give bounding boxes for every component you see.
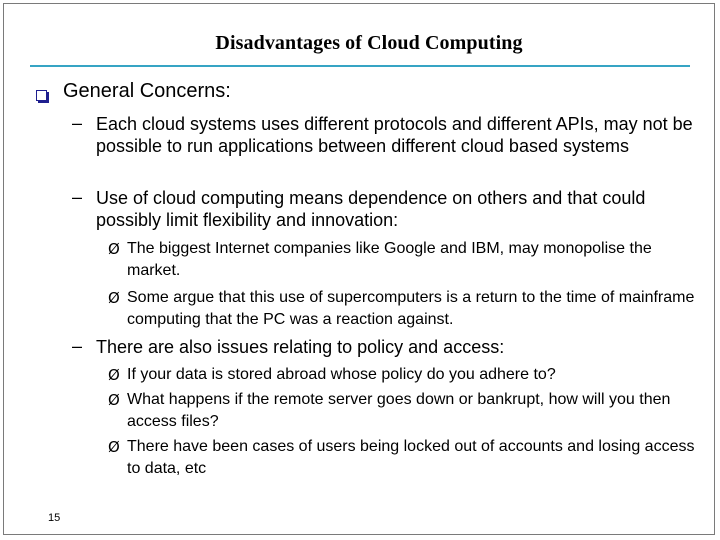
title-divider <box>30 65 690 67</box>
dash-bullet: – <box>72 113 83 133</box>
arrow-bullet-icon: Ø <box>108 289 120 307</box>
subpoint-text: Some argue that this use of supercomputers is a return to the time of mainframe computing that the PC was a reaction against. <box>127 289 695 328</box>
page-number: 15 <box>48 512 61 524</box>
dash-bullet: – <box>72 187 83 207</box>
section-heading: General Concerns: <box>63 80 231 102</box>
point-text: There are also issues relating to policy and access: <box>96 337 505 357</box>
arrow-bullet-icon: Ø <box>108 366 120 384</box>
subpoint-text: The biggest Internet companies like Google and IBM, may monopolise the market. <box>127 240 652 279</box>
arrow-bullet-icon: Ø <box>108 391 120 409</box>
slide-title: Disadvantages of Cloud Computing <box>215 32 523 54</box>
dash-bullet: – <box>72 336 83 356</box>
arrow-bullet-icon: Ø <box>108 438 120 456</box>
subpoint-text: There have been cases of users being locked out of accounts and losing access to data, etc <box>127 438 695 477</box>
subpoint-text: What happens if the remote server goes down or bankrupt, how will you then access files? <box>127 391 671 430</box>
point-text: Use of cloud computing means dependence on others and that could possibly limit flexibility and innovation: <box>96 188 646 230</box>
square-bullet-icon <box>36 90 47 101</box>
arrow-bullet-icon: Ø <box>108 240 120 258</box>
subpoint-text: If your data is stored abroad whose policy do you adhere to? <box>127 366 556 383</box>
point-text: Each cloud systems uses different protocols and different APIs, may not be possible to run applications between different cloud based systems <box>96 114 693 156</box>
